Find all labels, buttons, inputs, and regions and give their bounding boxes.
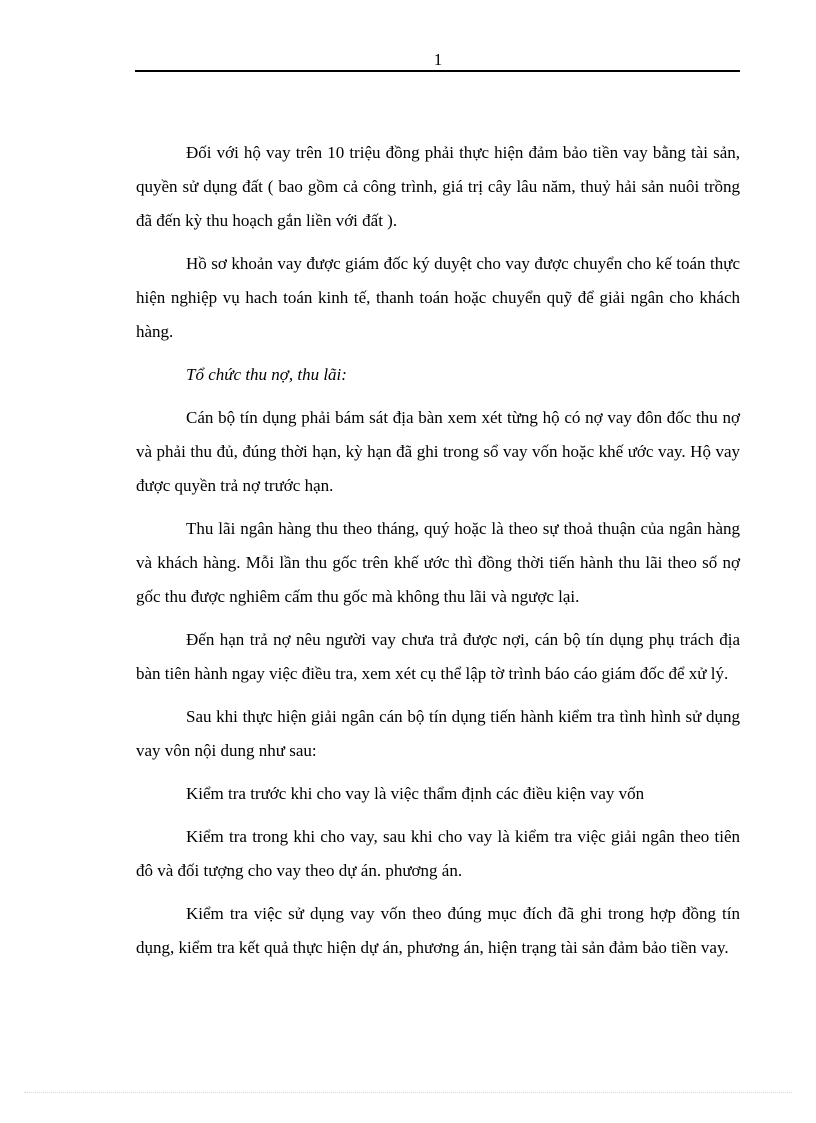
header-rule [135, 70, 740, 72]
paragraph-interest-collection: Thu lãi ngân hàng thu theo tháng, quý hoặc là theo sự thoả thuận của ngân hàng và khách hàng. Mỗi lần thu gốc trên khế ước thì đồng thời tiến hành thu lãi theo số nợ gốc thu được nghiêm cấm thu gốc mà không thu lãi và ngược lại. [136, 519, 740, 606]
paragraph-during-loan-check: Kiểm tra trong khi cho vay, sau khi cho vay là kiểm tra việc giải ngân theo tiên đô và đối tượng cho vay theo dự án. phương án. [136, 827, 740, 880]
paragraph-usage-check: Kiểm tra việc sử dụng vay vốn theo đúng mục đích đã ghi trong hợp đồng tín dụng, kiểm tra kết quả thực hiện dự án, phương án, hiện trạng tài sản đảm bảo tiền vay. [136, 904, 740, 957]
paragraph-collateral-requirement: Đối với hộ vay trên 10 triệu đồng phải thực hiện đảm bảo tiền vay bằng tài sản, quyền sử dụng đất ( bao gồm cả công trình, giá trị cây lâu năm, thuỷ hải sản nuôi trồng đã đến kỳ thu hoạch gắn liền với đất ). [136, 143, 740, 230]
paragraph-post-disbursement-check: Sau khi thực hiện giải ngân cán bộ tín dụng tiến hành kiểm tra tình hình sử dụng vay vôn nội dung như sau: [136, 707, 740, 760]
footer-rule [24, 1092, 792, 1093]
paragraph-loan-approval: Hồ sơ khoản vay được giám đốc ký duyệt cho vay được chuyển cho kế toán thực hiện nghiệp vụ hach toán kinh tế, thanh toán hoặc chuyển quỹ để giải ngân cho khách hàng. [136, 254, 740, 341]
page-number: 1 [433, 50, 443, 69]
paragraph-overdue-handling: Đến hạn trả nợ nêu người vay chưa trả được nợi, cán bộ tín dụng phụ trách địa bàn tiên hành ngay việc điều tra, xem xét cụ thể lập tờ trình báo cáo giám đốc để xử lý. [136, 630, 740, 683]
document-body [136, 136, 740, 974]
paragraph-pre-loan-check: Kiểm tra trước khi cho vay là việc thẩm định các điều kiện vay vốn [186, 784, 645, 803]
paragraph-credit-officer-duties: Cán bộ tín dụng phải bám sát địa bàn xem xét từng hộ có nợ vay đôn đốc thu nợ và phải thu đủ, đúng thời hạn, kỳ hạn đã ghi trong sổ vay vốn hoặc khế ước vay. Hộ vay được quyền trả nợ trước hạn. [136, 408, 740, 495]
section-heading-debt-collection: Tổ chức thu nợ, thu lãi: [186, 365, 347, 384]
